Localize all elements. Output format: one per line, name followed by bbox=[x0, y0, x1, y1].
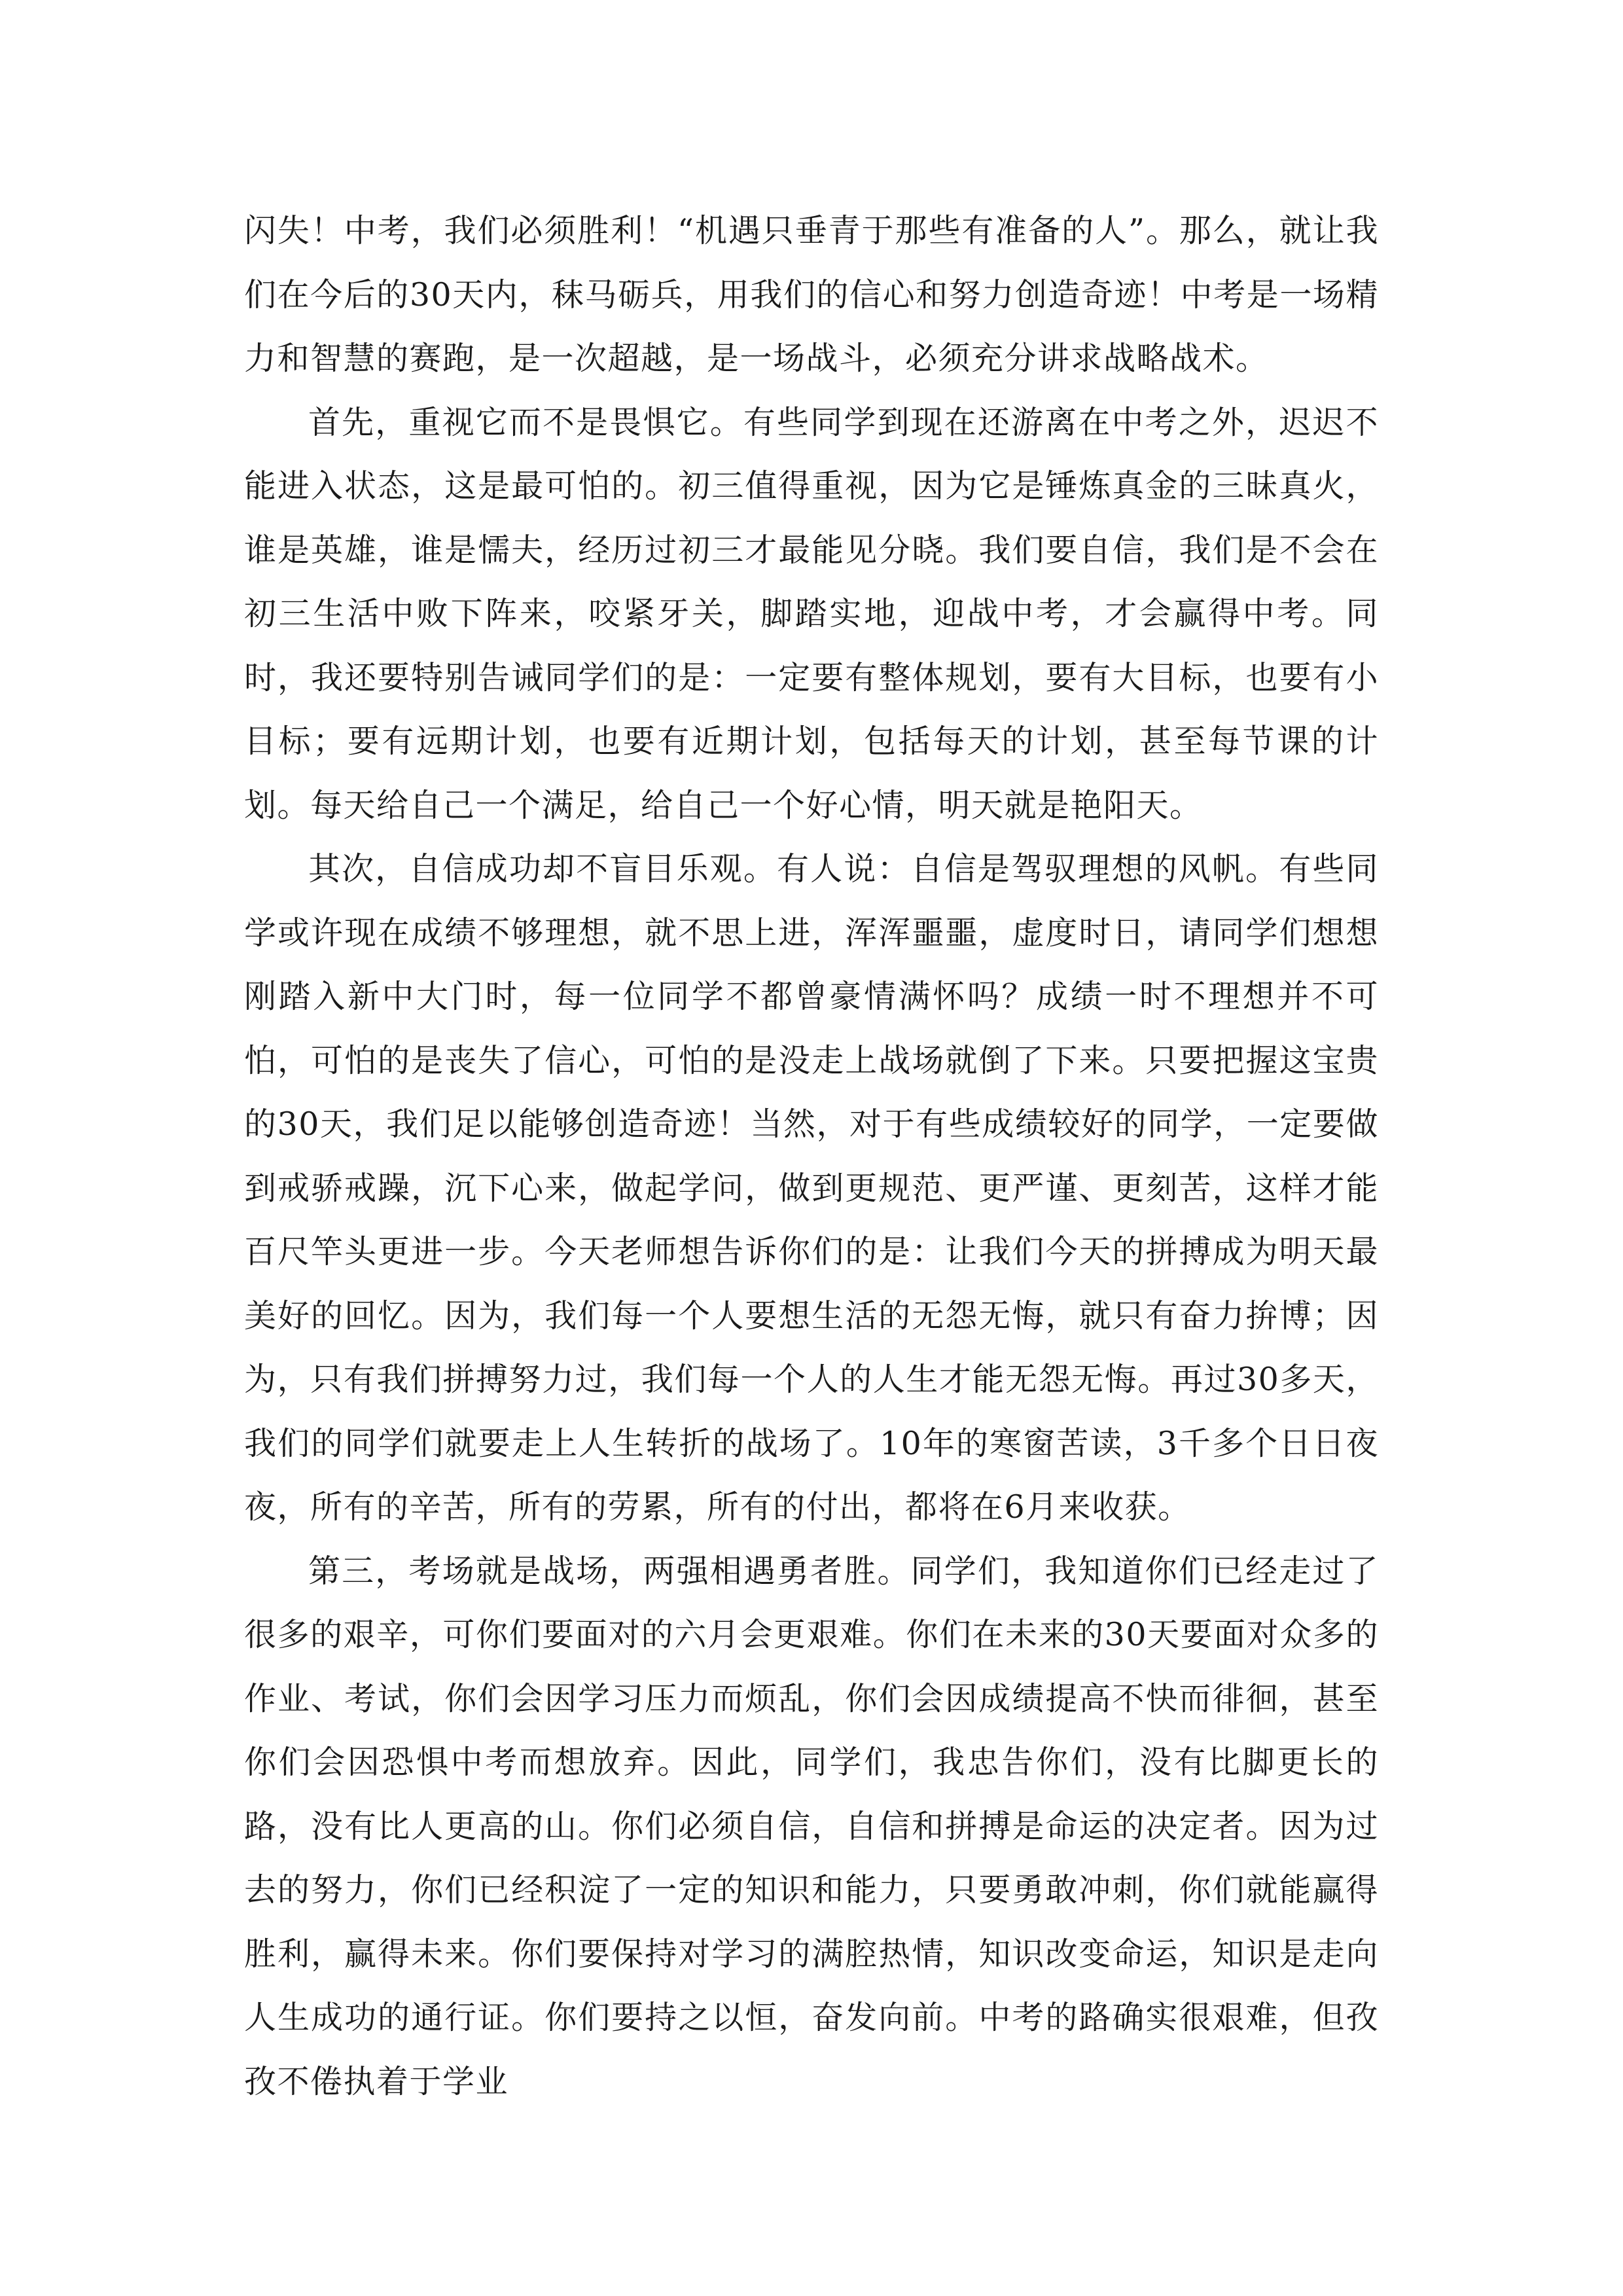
paragraph-1: 闪失！中考，我们必须胜利！“机遇只垂青于那些有准备的人”。那么，就让我们在今后的30天内，秣马砺兵，用我们的信心和努力创造奇迹！中考是一场精力和智慧的赛跑，是一次超越，是一场战斗，必须充分讲求战略战术。 bbox=[244, 212, 1379, 377]
paragraph-4: 第三，考场就是战场，两强相遇勇者胜。同学们，我知道你们已经走过了很多的艰辛，可你们要面对的六月会更艰难。你们在未来的30天要面对众多的作业、考试，你们会因学习压力而烦乱，你们会因成绩提高不快而徘徊，甚至你们会因恐惧中考而想放弃。因此，同学们，我忠告你们，没有比脚更长的路，没有比人更高的山。你们必须自信，自信和拼搏是命运的决定者。因为过去的努力，你们已经积淀了一定的知识和能力，只要勇敢冲刺，你们就能赢得胜利，赢得未来。你们要保持对学习的满腔热情，知识改变命运，知识是走向人生成功的通行证。你们要持之以恒，奋发向前。中考的路确实很艰难，但孜孜不倦执着于学业 bbox=[244, 1552, 1379, 2100]
paragraph-3: 其次，自信成功却不盲目乐观。有人说：自信是驾驭理想的风帆。有些同学或许现在成绩不够理想，就不思上进，浑浑噩噩，虚度时日，请同学们想想刚踏入新中大门时，每一位同学不都曾豪情满怀吗？成绩一时不理想并不可怕，可怕的是丧失了信心，可怕的是没走上战场就倒了下来。只要把握这宝贵的30天，我们足以能够创造奇迹！当然，对于有些成绩较好的同学，一定要做到戒骄戒躁，沉下心来，做起学问，做到更规范、更严谨、更刻苦，这样才能百尺竿头更进一步。今天老师想告诉你们的是：让我们今天的拼搏成为明天最美好的回忆。因为，我们每一个人要想生活的无怨无悔，就只有奋力拚博；因为，只有我们拼搏努力过，我们每一个人的人生才能无怨无悔。再过30多天，我们的同学们就要走上人生转折的战场了。10年的寒窗苦读，3千多个日日夜夜，所有的辛苦，所有的劳累，所有的付出，都将在6月来收获。 bbox=[244, 850, 1379, 1526]
body-text bbox=[244, 199, 1379, 2113]
paragraph-2: 首先，重视它而不是畏惧它。有些同学到现在还游离在中考之外，迟迟不能进入状态，这是最可怕的。初三值得重视，因为它是锤炼真金的三昧真火，谁是英雄，谁是懦夫，经历过初三才最能见分晓。我们要自信，我们是不会在初三生活中败下阵来，咬紧牙关，脚踏实地，迎战中考，才会赢得中考。同时，我还要特别告诫同学们的是：一定要有整体规划，要有大目标，也要有小目标；要有远期计划，也要有近期计划，包括每天的计划，甚至每节课的计划。每天给自己一个满足，给自己一个好心情，明天就是艳阳天。 bbox=[244, 403, 1379, 824]
